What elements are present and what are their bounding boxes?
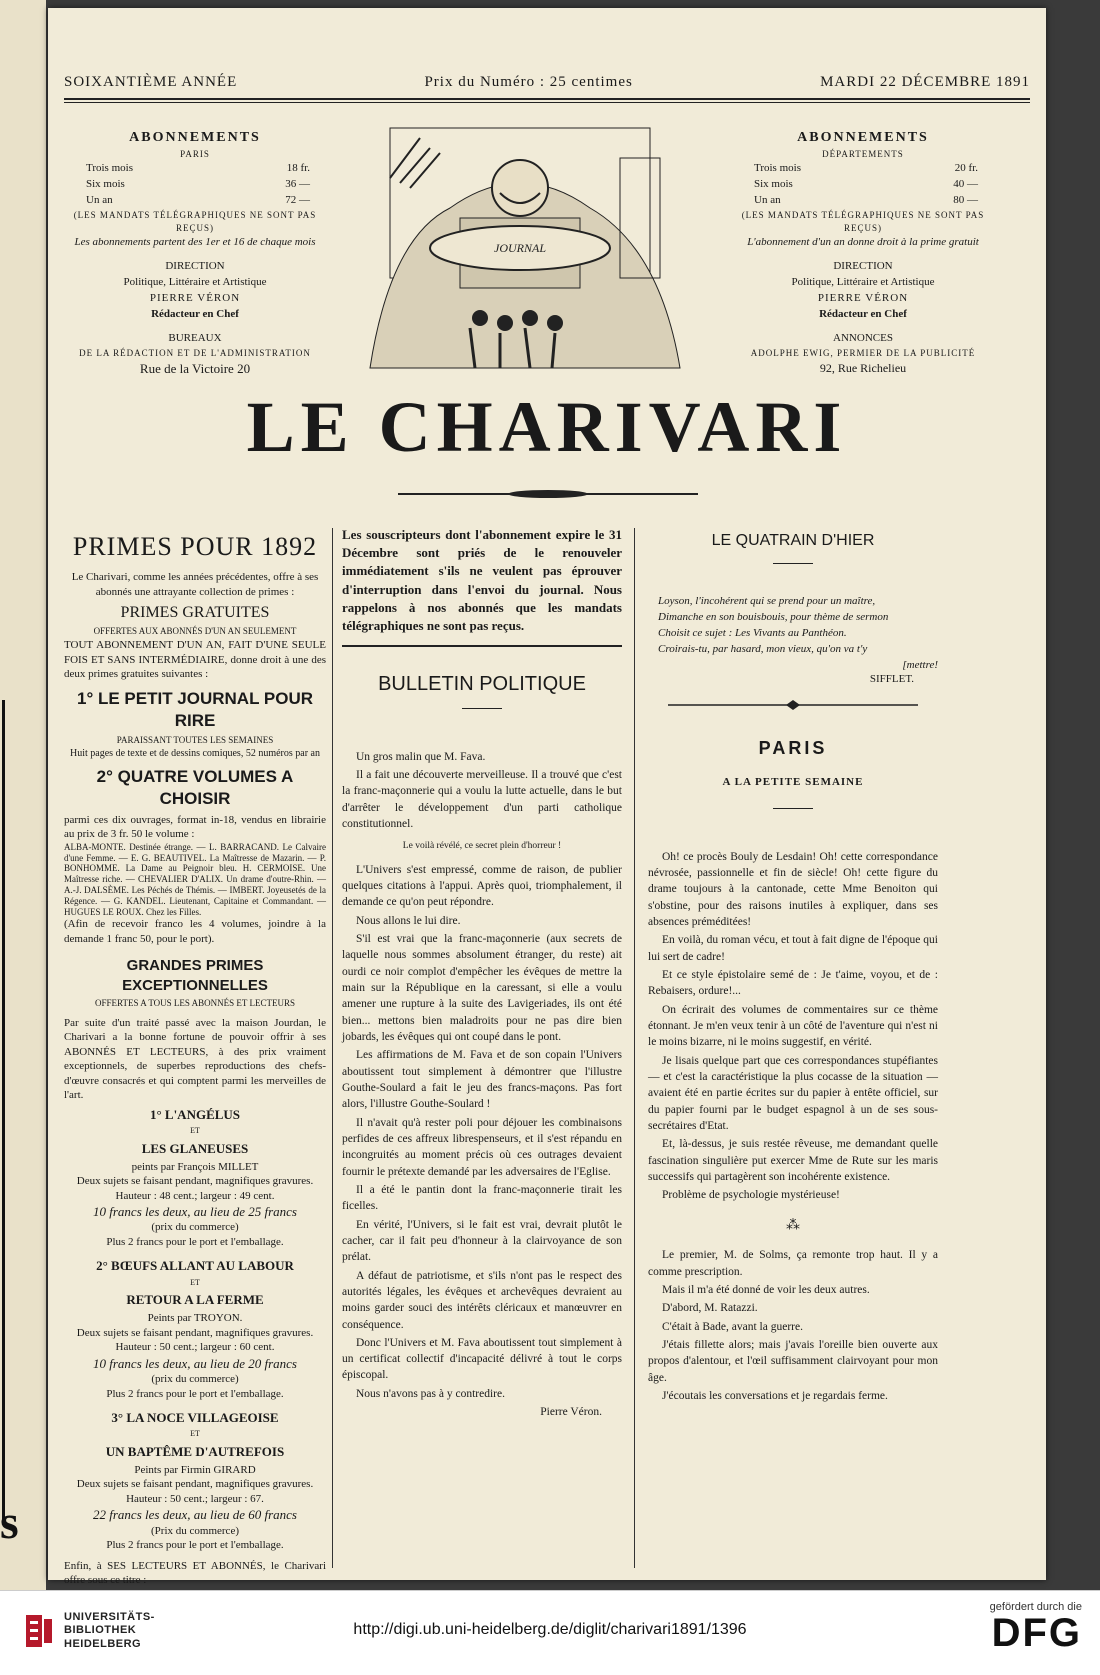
price-label: Un an: [754, 194, 781, 207]
price-label: Un an: [86, 194, 113, 207]
g1-price: 10 francs les deux, au lieu de 25 francs: [93, 1204, 297, 1220]
verse-end: [mettre!: [902, 658, 938, 671]
title-ornament: [398, 486, 698, 502]
paragraph: L'Univers s'est empressé, comme de raison, de publier quelques citations à l'appui. Après quoi, triomphalement, il demande ce qu'on peut répondre.: [342, 863, 622, 909]
primes-heading: PRIMES POUR 1892: [72, 532, 318, 561]
dfg-caption: gefördert durch die: [989, 1601, 1082, 1613]
sub-italic: Les abonnements partent des 1er et 16 de chaque mois: [74, 236, 316, 249]
sub-region: PARIS: [180, 149, 210, 160]
prime-2-list: ALBA-MONTE. Destinée étrange. — L. BARRACAND. Le Calvaire d'une Femme. — E. G. BEAUTIVEL. La Maîtresse de Mazarin. — P. BONHOMME. La Dame au Peignoir bleu. H. CERMOISE. Une Maîtresse riche. — CHEVALIER D'ALIX. Un drame d'outre-Rhin. — A.-J. DALSÈME. Les Péchés de Thémis. — IMBERT. Joyeusetés de la Régence. — G. KANDEL. Lieutenant, Capitaine et Commandant. — HUGUES LE ROUX. Chez les Filles.: [64, 841, 326, 917]
dfg-logo: DFG: [991, 1611, 1082, 1655]
enfin-text: Enfin, à SES LECTEURS ET ABONNÉS, le Charivari offre sous ce titre :: [64, 1559, 326, 1587]
sub-italic: L'abonnement d'un an donne droit à la prime gratuit: [747, 236, 979, 249]
paragraph: A défaut de patriotisme, et s'ils n'ont pas le respect des autorités légales, les évêques et archevêques devraient au moins garder souci des intérêts cléricaux et manœuvrer en conséquence.: [342, 1269, 622, 1331]
direction-line: Politique, Littéraire et Artistique: [791, 276, 935, 289]
g1-title2: LES GLANEUSES: [141, 1140, 249, 1156]
annonces-address: 92, Rue Richelieu: [819, 360, 907, 375]
verse-line: Loyson, l'incohérent qui se prend pour un maître,: [658, 595, 876, 608]
g1-port: Plus 2 francs pour le port et l'emballage.: [106, 1235, 284, 1248]
g2-commerce: (prix du commerce): [151, 1373, 239, 1386]
column-paris: [648, 526, 938, 1406]
bureaux-heading: BUREAUX: [168, 331, 222, 344]
director-name: PIERRE VÉRON: [817, 292, 909, 305]
verse-line: Croirais-tu, par hasard, mon vieux, qu'on va t'y: [658, 642, 868, 655]
primes-intro: Le Charivari, comme les années précédentes, offre à ses abonnés une attrayante collection de primes :: [71, 571, 319, 598]
verse-line: Choisit ce sujet : Les Vivants au Panthéon.: [658, 626, 847, 639]
prime-2-text: parmi ces dix ouvrages, format in-18, vendus en librairie au prix de 3 fr. 50 le volume :: [64, 813, 326, 841]
annonces-line: ADOLPHE EWIG, PERMIER DE LA PUBLICITÉ: [750, 347, 976, 358]
g3-title2: UN BAPTÊME D'AUTREFOIS: [105, 1443, 285, 1459]
direction-line: Politique, Littéraire et Artistique: [123, 276, 267, 289]
masthead-rule: [64, 98, 1030, 103]
renewal-notice: Les souscripteurs dont l'abonnement expire le 31 Décembre sont priés de le renouveler immédiatement s'ils ne veulent pas éprouver d'interruption dans l'envoi du journal. Nous rappelons à nos abonnés que les mandats télégraphiques ne sont pas reçus.: [342, 527, 622, 633]
prime-2-title: 2° QUATRE VOLUMES A CHOISIR: [96, 766, 294, 809]
gratuites-heading: PRIMES GRATUITES: [120, 604, 270, 622]
g2-text: Deux sujets se faisant pendant, magnifiques gravures. Hauteur : 50 cent.; largeur : 60 cent.: [76, 1326, 314, 1354]
g2-title: 2° BŒUFS ALLANT AU LABOUR: [96, 1258, 294, 1274]
annonces-heading: ANNONCES: [833, 331, 893, 344]
section-rule: [342, 645, 622, 647]
paragraph: Nous n'avons pas à y contredire.: [356, 1387, 505, 1400]
previous-page-marks: [2, 700, 15, 1520]
paragraph: Un gros malin que M. Fava.: [356, 750, 486, 763]
price-row: [70, 193, 320, 209]
paragraph: On écrirait des volumes de commentaires sur ce thème étonnant. Je m'en veux tenir à un côté de l'aventure qui n'est ni le moins bizarre, ni le moins suggestif, en vérité.: [648, 1003, 938, 1049]
uni-line: HEIDELBERG: [64, 1637, 142, 1650]
viewer-footer: [0, 1590, 1100, 1675]
price-value: 80 —: [953, 194, 978, 207]
paragraph: Oh! ce procès Bouly de Lesdain! Oh! cette correspondance névrosée, passionnelle et fin de siècle! Oh! cette figure du drame toujours à la cantonade, cette Mme Benoiton qui s'obstine, pour des raisons inutiles à expliquer, dans ses absences préméditées!: [648, 850, 938, 928]
g3-title: 3° LA NOCE VILLAGEOISE: [111, 1410, 279, 1426]
g3-price: 22 francs les deux, au lieu de 60 francs: [93, 1507, 297, 1523]
subscription-paris: [70, 128, 320, 379]
sub-note: (LES MANDATS TÉLÉGRAPHIQUES NE SONT PAS REÇUS): [73, 210, 317, 234]
prime-1-title: 1° LE PETIT JOURNAL POUR RIRE: [76, 688, 314, 731]
verse-line: Dimanche en son bouisbouis, pour thème de sermon: [658, 611, 889, 624]
paragraph: Le premier, M. de Solms, ça remonte trop haut. Il y a comme prescription.: [648, 1249, 938, 1278]
paris-subheading: A LA PETITE SEMAINE: [722, 776, 864, 789]
svg-text:JOURNAL: JOURNAL: [494, 241, 546, 255]
price-row: [738, 193, 988, 209]
prime-1-text: Huit pages de texte et de dessins comiques, 52 numéros par an: [70, 747, 320, 759]
sub-heading: ABONNEMENTS: [797, 130, 929, 145]
price-value: 18 fr.: [286, 162, 310, 175]
director-role: Rédacteur en Chef: [819, 308, 907, 320]
bureaux-line: DE LA RÉDACTION ET DE L'ADMINISTRATION: [79, 347, 311, 358]
direction-heading: DIRECTION: [165, 260, 225, 273]
paragraph: Il a fait une découverte merveilleuse. Il a trouvé que c'est la franc-maçonnerie qui a voulu la lutte actuelle, dans le but d'arrêter le développement d'un parti catholique constitutionnel.: [342, 768, 622, 830]
gratuites-text: TOUT ABONNEMENT D'UN AN, FAIT D'UNE SEULE FOIS ET SANS INTERMÉDIAIRE, donne droit à une des deux primes gratuites suivantes :: [64, 639, 326, 681]
masthead-date: MARDI 22 DÉCEMBRE 1891: [820, 74, 1030, 90]
price-label: Six mois: [754, 178, 793, 191]
price-row: [738, 161, 988, 177]
paragraph: Mais il m'a été donné de voir les deux autres.: [662, 1284, 870, 1297]
newspaper-title: LE CHARIVARI: [246, 387, 848, 467]
price-value: 20 fr.: [954, 162, 978, 175]
paragraph: C'était à Bade, avant la guerre.: [662, 1320, 803, 1333]
price-label: Trois mois: [86, 162, 133, 175]
price-row: [70, 177, 320, 193]
paragraph: En voilà, du roman vécu, et tout à fait digne de l'époque qui lui sert de cadre!: [648, 934, 938, 963]
g1-author: peints par François MILLET: [131, 1160, 259, 1173]
g3-commerce: (Prix du commerce): [151, 1524, 239, 1537]
quatrain-heading: LE QUATRAIN D'HIER: [711, 532, 875, 549]
gratuites-sub: OFFERTES AUX ABONNÉS D'UN AN SEULEMENT: [93, 626, 297, 637]
masthead-price: Prix du Numéro : 25 centimes: [424, 74, 633, 90]
section-ornament: [648, 695, 938, 715]
newspaper-page: [48, 8, 1046, 1587]
masthead-illustration: [330, 118, 710, 378]
grandes-heading: GRANDES PRIMES EXCEPTIONNELLES: [122, 957, 268, 995]
price-value: 40 —: [953, 178, 978, 191]
price-value: 72 —: [285, 194, 310, 207]
price-row: [70, 161, 320, 177]
price-label: Trois mois: [754, 162, 801, 175]
sub-note: (LES MANDATS TÉLÉGRAPHIQUES NE SONT PAS REÇUS): [741, 210, 985, 234]
paragraph: Je lisais quelque part que ces correspondances stupéfiantes — et c'est la caractéristique la plus cocasse de la situation — avaient été en partie écrites sur du papier à entête officiel, sur du papier fourni par le budget espagnol à un de ses sous-secrétaires d'Etat.: [648, 1054, 938, 1132]
paragraph: J'étais fillette alors; mais j'avais l'oreille bien ouverte aux propos d'alentour, et l'œil suffisamment clairvoyant pour mon âge.: [648, 1339, 938, 1384]
paragraph: Il a été le pantin dont la franc-maçonnerie tirait les ficelles.: [342, 1183, 622, 1213]
column-rule: [332, 528, 333, 1568]
price-value: 36 —: [285, 178, 310, 191]
page-url[interactable]: http://digi.ub.uni-heidelberg.de/diglit/charivari1891/1396: [353, 1621, 747, 1638]
bulletin-body: [342, 749, 622, 1421]
column-rule: [634, 528, 635, 1568]
g2-author: Peints par TROYON.: [147, 1312, 243, 1325]
prime-1-sub: PARAISSANT TOUTES LES SEMAINES: [116, 734, 274, 745]
paris-heading: PARIS: [758, 738, 828, 759]
paragraph: Et, là-dessus, je suis restée rêveuse, me demandant quelle fascination singulière put exercer Mme de Rute sur les maris successifs qui partagèrent son incohérente existence.: [648, 1138, 938, 1183]
paragraph: S'il est vrai que la franc-maçonnerie (aux secrets de laquelle nous sommes absolument étranger, du reste) ait ourdi ce noir complot d'empêcher les évêques de mettre la main sur la République en la caressant, si elle a voulu amener une rupture à la suite des Lavigeriades, ils ont été bien... mettons bien maladroits pour ne pas dire bien jobards, les évêques qui ont coupé dans le pont.: [342, 932, 622, 1043]
bureaux-address: Rue de la Victoire 20: [139, 360, 251, 376]
short-rule: [773, 563, 813, 564]
sub-region: DÉPARTEMENTS: [822, 149, 904, 160]
subscription-departements: [738, 128, 988, 377]
previous-page-edge: [0, 0, 46, 1590]
paragraph: D'abord, M. Ratazzi.: [662, 1302, 758, 1315]
g3-port: Plus 2 francs pour le port et l'emballage.: [106, 1539, 284, 1552]
g1-text: Deux sujets se faisant pendant, magnifiques gravures. Hauteur : 48 cent.; largeur : 49 cent.: [76, 1175, 314, 1202]
paragraph: Les affirmations de M. Fava et de son copain l'Univers aboutissent tout simplement à démontrer que l'illustre Gouthe-Soulard a fait le jeu des francs-maçons. Pas fort alors, l'illustre Gouthe-Soulard !: [342, 1049, 622, 1111]
bulletin-quote: Le voilà révélé, ce secret plein d'horreur !: [402, 841, 562, 852]
g2-port: Plus 2 francs pour le port et l'emballage.: [106, 1387, 284, 1400]
column-primes: [64, 526, 326, 1590]
grandes-sub: OFFERTES A TOUS LES ABONNÉS ET LECTEURS: [95, 997, 295, 1008]
paragraph: Et ce style épistolaire semé de : Je t'aime, voyou, et de : Rebaisers, ordure!...: [648, 968, 938, 998]
director-role: Rédacteur en Chef: [151, 308, 239, 320]
previous-page-fragment: s: [0, 1496, 19, 1549]
g3-author: Peints par Firmin GIRARD: [134, 1463, 256, 1476]
uni-line: BIBLIOTHEK: [64, 1624, 137, 1637]
sub-heading: ABONNEMENTS: [129, 130, 261, 145]
paragraph: Nous allons le lui dire.: [356, 914, 461, 927]
paragraph: Il n'avait qu'à rester poli pour déjouer les combinaisons perfides de ces affreux librespenseurs, et il s'est répandu en incongruités au moment précis où ces outrages devaient fournir le prétexte demandé par les adversaires de l'Eglise.: [342, 1116, 622, 1178]
quatrain: [648, 594, 938, 687]
g1-commerce: (prix du commerce): [151, 1221, 239, 1234]
masthead: [64, 74, 1030, 91]
separator-icon: ⁂: [786, 1217, 800, 1233]
g2-price: 10 francs les deux, au lieu de 20 francs: [93, 1355, 297, 1371]
prime-2-note: (Afin de recevoir franco les 4 volumes, joindre à la demande 1 franc 50, pour le port).: [64, 918, 326, 945]
price-label: Six mois: [86, 178, 125, 191]
paragraph: J'écoutais les conversations et je regardais ferme.: [662, 1390, 888, 1403]
uni-line: UNIVERSITÄTS-: [64, 1611, 155, 1624]
column-bulletin: [342, 526, 622, 1420]
price-row: [738, 177, 988, 193]
direction-heading: DIRECTION: [833, 260, 893, 273]
masthead-year: SOIXANTIÈME ANNÉE: [64, 74, 238, 90]
g3-text: Deux sujets se faisant pendant, magnifiques gravures. Hauteur : 50 cent.; largeur : 67.: [76, 1478, 314, 1505]
bulletin-heading: BULLETIN POLITIQUE: [378, 673, 586, 696]
grandes-text: Par suite d'un traité passé avec la maison Jourdan, le Charivari a la bonne fortune de pouvoir offrir à ses ABONNÉS ET LECTEURS, à des prix vraiment exceptionnels, de superbes reproductions des chefs-d'œuvre consacrés et qui comptent parmi les merveilles de l'art.: [64, 1016, 326, 1102]
director-name: PIERRE VÉRON: [149, 292, 241, 305]
verse-signature: SIFFLET.: [869, 673, 914, 686]
g1-et: ET: [190, 1126, 200, 1136]
paragraph: Problème de psychologie mystérieuse!: [662, 1189, 840, 1202]
paragraph: Donc l'Univers et M. Fava aboutissent tout simplement à un certificat collectif d'incapacité délivré à tout le corps épiscopal.: [342, 1336, 622, 1382]
short-rule: [773, 808, 813, 809]
g2-title2: RETOUR A LA FERME: [126, 1292, 264, 1308]
paragraph: En vérité, l'Univers, si le fait est vrai, devrait plutôt le cacher, car il fait peu d'honneur à la clairvoyance de son prélat.: [342, 1218, 622, 1264]
paris-body: [648, 849, 938, 1405]
g3-et: ET: [190, 1429, 200, 1439]
dfg-funding[interactable]: [990, 1601, 1082, 1653]
bulletin-signature: Pierre Véron.: [540, 1406, 602, 1419]
g2-et: ET: [190, 1277, 200, 1287]
short-rule: [462, 708, 502, 709]
g1-title: 1° L'ANGÉLUS: [149, 1106, 241, 1122]
